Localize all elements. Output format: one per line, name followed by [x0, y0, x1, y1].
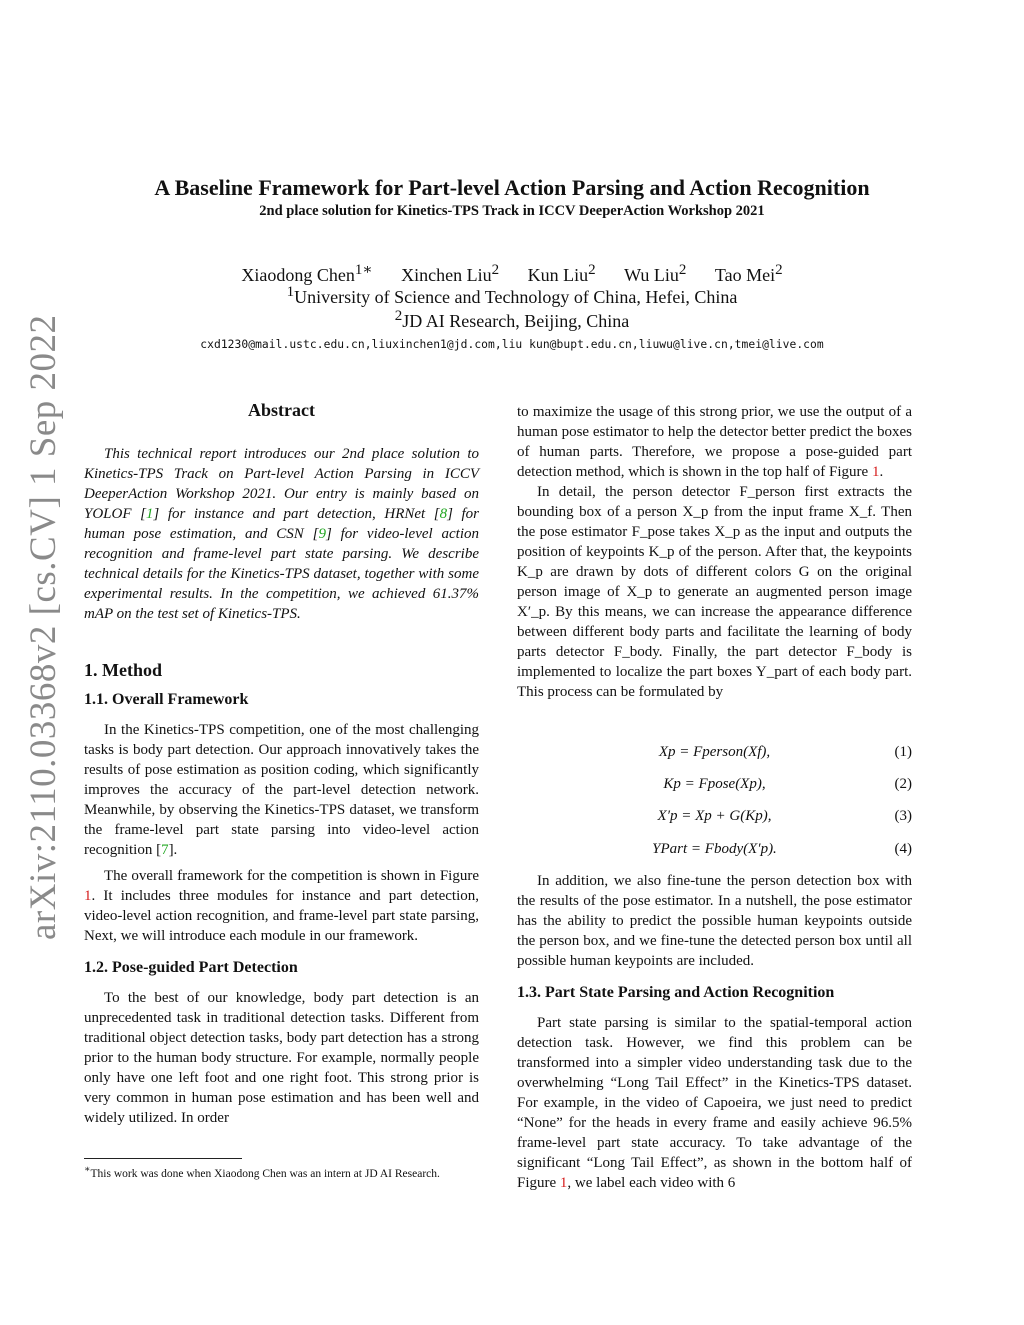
citation-link[interactable]: 8 [439, 506, 448, 522]
author [527, 262, 596, 285]
citation-link[interactable]: 7 [161, 842, 169, 858]
author-affil-mark: 1∗ [354, 262, 373, 278]
figure-link[interactable]: 1 [84, 888, 92, 904]
figure-link[interactable]: 1 [559, 1175, 568, 1191]
author-name: Kun Liu [527, 265, 589, 285]
abstract-heading: Abstract [248, 400, 315, 420]
author-affil-mark: 2 [775, 262, 783, 278]
author-name: Tao Mei [714, 265, 776, 285]
figure-link[interactable]: 1 [871, 464, 880, 480]
affiliation: $^1$University of Science and Technology of China, Hefei, China [286, 284, 738, 307]
arxiv-identifier: arXiv:2110.03368v2 [cs.CV] 1 Sep 2022 [23, 314, 64, 940]
paragraph: to maximize the usage of this strong prior, we use the output of a human pose estimator to help the detector better predict the boxes of human parts. Therefore, we propose a pose-guided part detection method, which is shown in the top half of Figure 1. [517, 404, 912, 480]
paper-title: A Baseline Framework for Part-level Action Parsing and Action Recognition [154, 175, 870, 200]
paragraph: In the Kinetics-TPS competition, one of the most challenging tasks is body part detection. Our approach innovatively takes the results of pose estimation as position coding, which significantly improves the accuracy of the part-level detection network. Meanwhile, by observing the Kinetics-TPS dataset, we transform the frame-level part state parsing into video-level action recognition [7]. [84, 722, 479, 858]
citation-link[interactable]: 9 [318, 526, 326, 542]
subsection-heading: 1.3. Part State Parsing and Action Recognition [517, 984, 835, 1001]
author [241, 262, 373, 285]
equation: Xp = Fperson(Xf), (1) [658, 744, 912, 760]
paragraph: In addition, we also fine-tune the person detection box with the results of the pose estimator. In a nutshell, the pose estimator has the ability to predict the possible human keypoints outside the person box, and we fine-tune the detected person box until all possible human keypoints are included. [517, 873, 912, 969]
footnote: ∗This work was done when Xiaodong Chen was an intern at JD AI Research. [84, 1164, 440, 1180]
subsection-heading: 1.2. Pose-guided Part Detection [84, 959, 298, 976]
author-name: Xinchen Liu [401, 265, 492, 285]
paragraph: Part state parsing is similar to the spatial-temporal action detection task. However, we find this problem can be transformed into a simpler video understanding task due to the overwhelming “Long Tail Effect” in the Kinetics-TPS dataset. For example, in the video of Capoeira, we just need to predict “None” for the heads in every frame and easily achieve 96.5% frame-level part state accuracy. To take advantage of the significant “Long Tail Effect”, as shown in the bottom half of Figure 1, we label each video with 6 [517, 1015, 912, 1191]
author-emails: cxd1230@mail.ustc.edu.cn,liuxinchen1@jd.com,liu kun@bupt.edu.cn,liuwu@live.cn,tmei@live.com [200, 338, 824, 351]
author-name: Xiaodong Chen [241, 265, 355, 285]
footnote-rule [84, 1158, 242, 1159]
equation: X′p = Xp + G(Kp), (3) [657, 808, 912, 824]
author [401, 262, 500, 285]
author-name: Wu Liu [624, 265, 679, 285]
right-column-top [517, 402, 912, 702]
abstract-text: This technical report introduces our 2nd place solution to Kinetics-TPS Track on Part-level Action Parsing in ICCV DeeperAction Workshop 2021. Our entry is mainly based on YOLOF [1] for instance and part detection, HRNet [8] for human pose estimation, and CSN [9] for video-level action recognition and frame-level part state parsing. We describe technical details for the Kinetics-TPS dataset, together with some experimental results. In the competition, we achieved 61.37% mAP on the test set of Kinetics-TPS. [84, 446, 479, 622]
author-affil-mark: 2 [588, 262, 596, 278]
subsection-heading: 1.1. Overall Framework [84, 691, 249, 708]
citation-link[interactable]: 1 [145, 506, 154, 522]
author [624, 262, 687, 285]
left-column [84, 400, 479, 1128]
author-affil-mark: 2 [491, 262, 500, 278]
equation: YPart = Fbody(X′p). (4) [652, 841, 912, 857]
section-heading: 1. Method [84, 660, 162, 680]
paragraph: In detail, the person detector F_person first extracts the bounding box of a person X_p from the input frame X_f. Then the pose estimator F_pose takes X_p as the input and outputs the position of keypoints K_p of the person. After that, the keypoints K_p are drawn by dots of different colors G on the original person image of X_p to generate an augmented person image X′_p. By this means, we can increase the appearance difference between different body parts and facilitate the learning of body parts detector F_body. Finally, the part detector F_body is implemented to localize the part boxes Y_part of each body part. This process can be formulated by [517, 484, 912, 700]
equation: Kp = Fpose(Xp), (2) [663, 776, 912, 792]
affiliation: $^2$JD AI Research, Beijing, China [394, 308, 630, 331]
author-list [0, 260, 1024, 286]
paragraph: To the best of our knowledge, body part detection is an unprecedented task in traditional detection tasks. Different from traditional object detection tasks, body part detection has a strong prior to the human body structure. For example, normally people only have one left foot and one right foot. This strong prior is very common in human pose estimation and has been well and widely utilized. In order [84, 990, 479, 1126]
author [714, 262, 783, 285]
right-column-bottom [517, 871, 912, 1193]
author-affil-mark: 2 [678, 262, 687, 278]
paper-subtitle: 2nd place solution for Kinetics-TPS Track in ICCV DeeperAction Workshop 2021 [259, 203, 765, 219]
paragraph: The overall framework for the competition is shown in Figure 1. It includes three modules for instance and part detection, video-level action recognition, and frame-level part state parsing, Next, we will introduce each module in our framework. [84, 868, 479, 944]
